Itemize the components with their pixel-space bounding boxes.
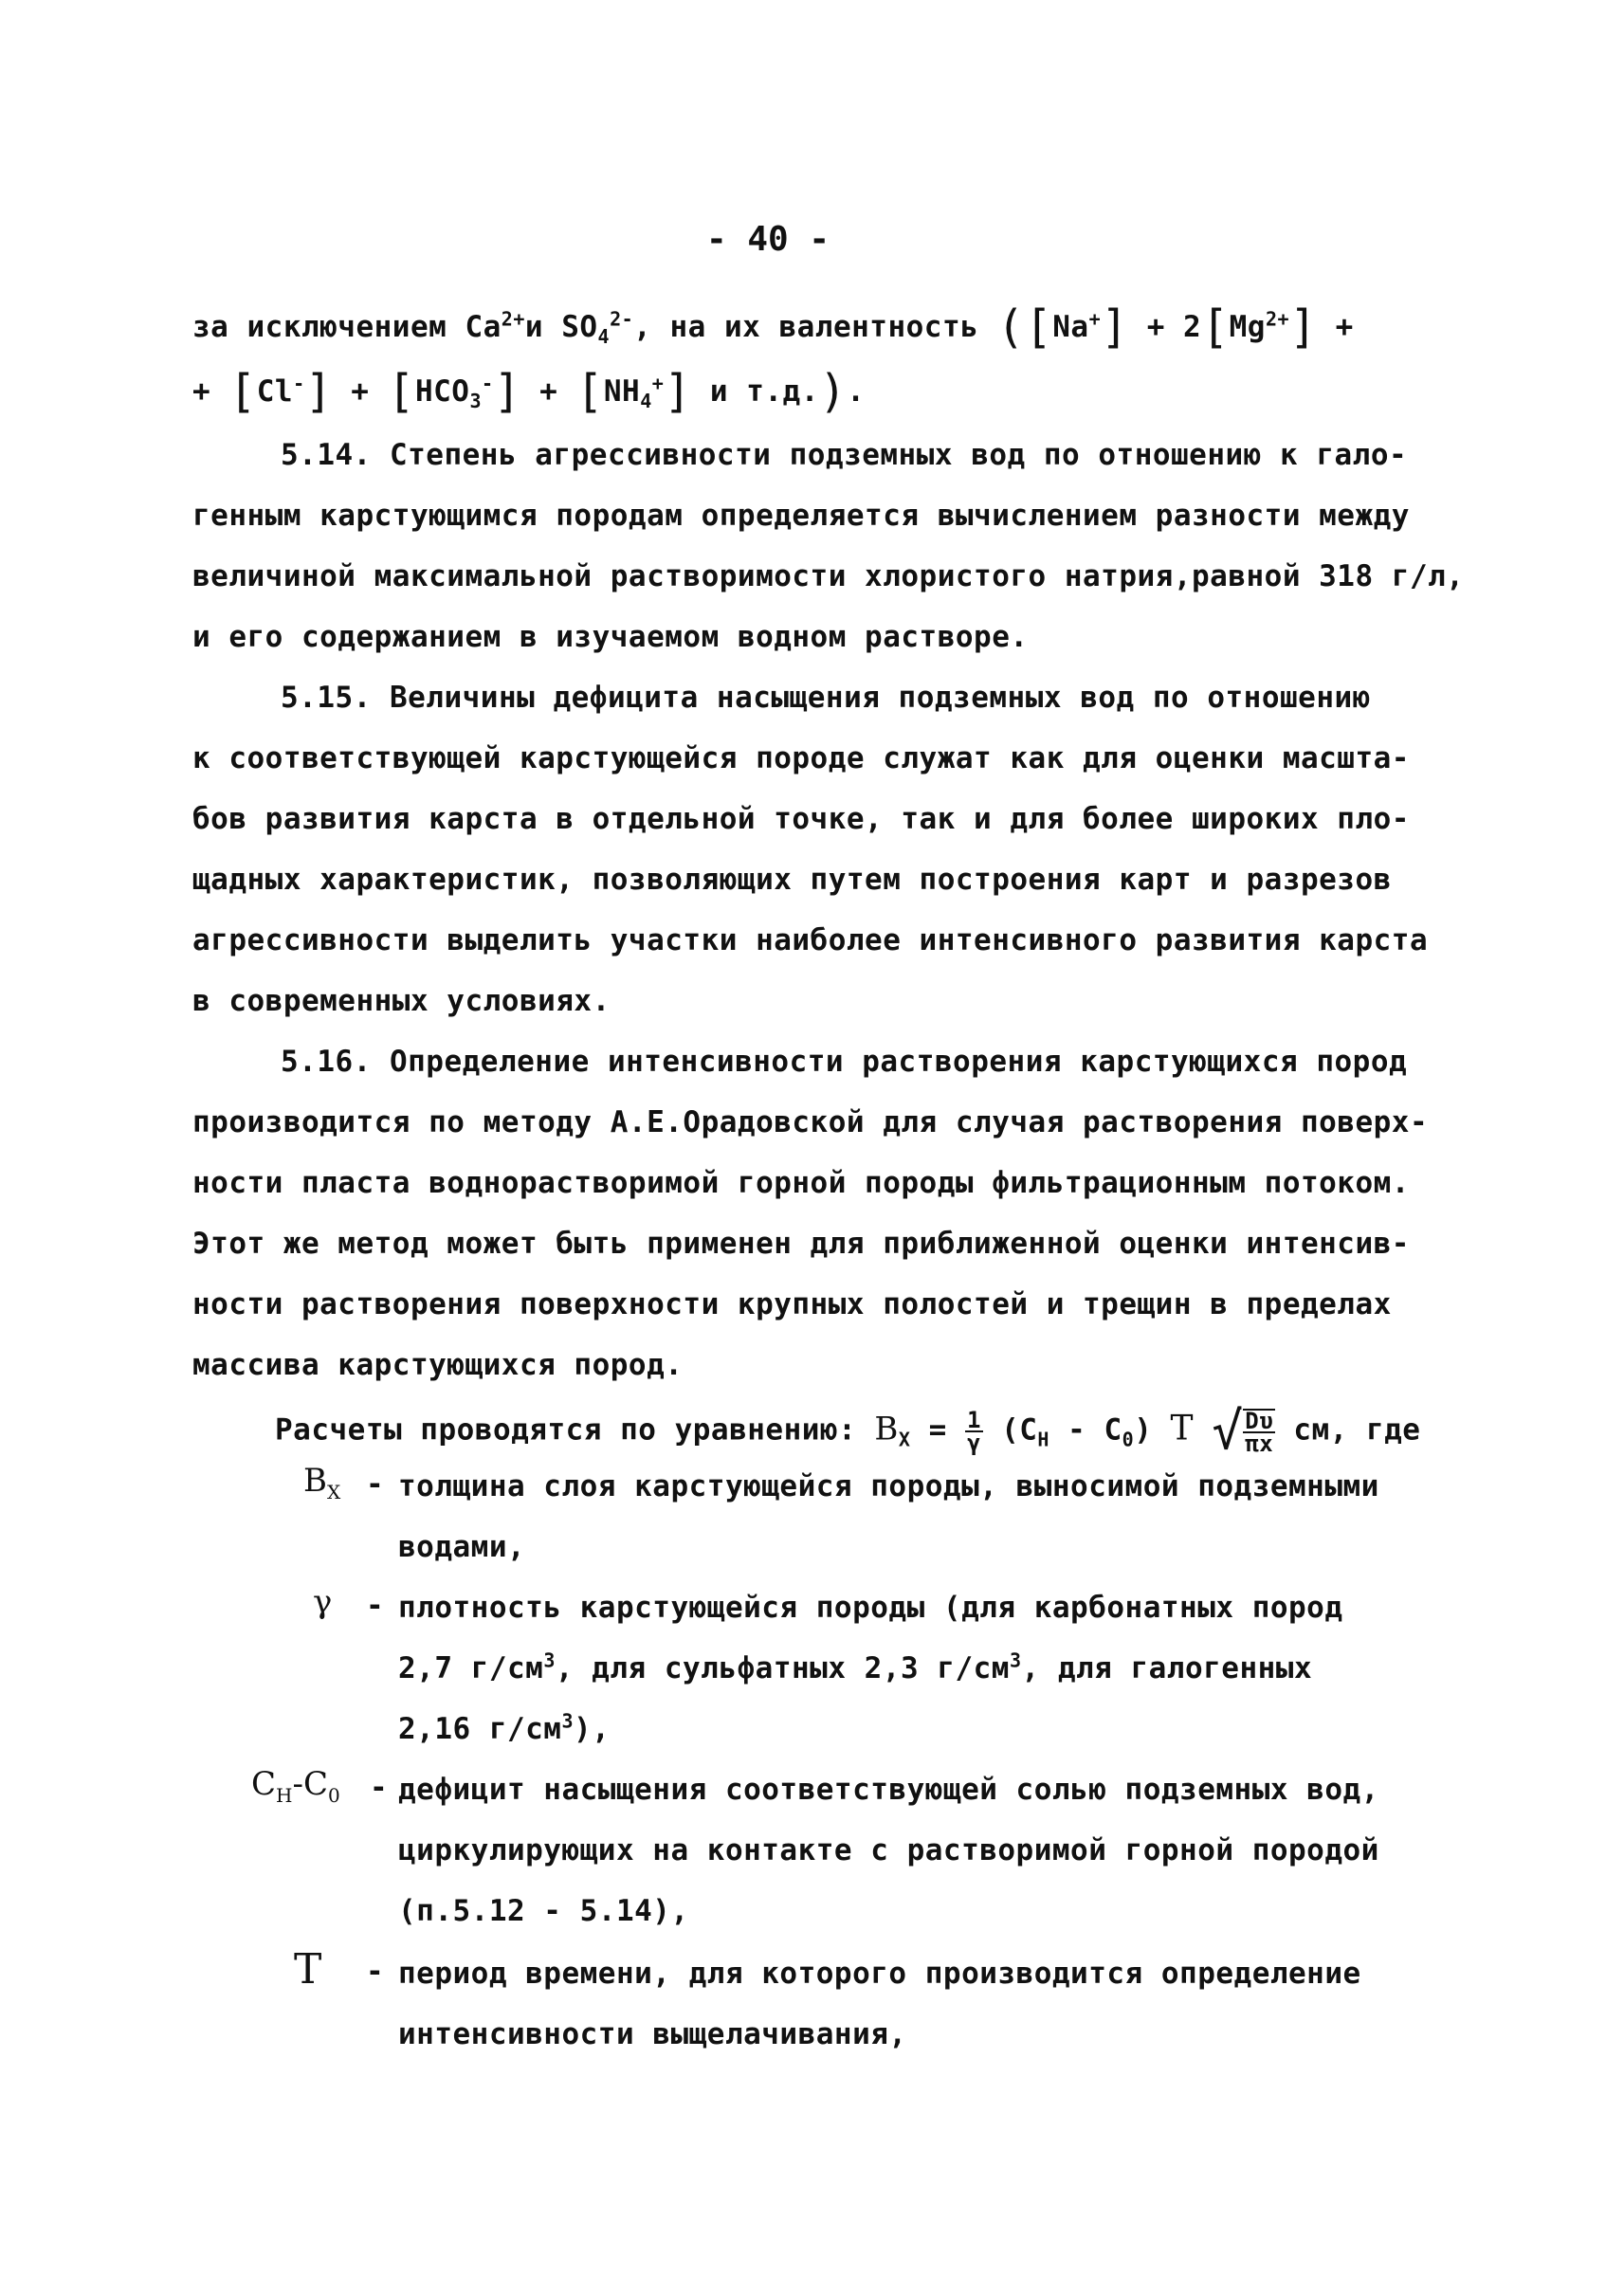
def-line: 2,7 $г/см^3$, для сульфатных 2,3 $г/см^3$, для галогенных bbox=[398, 1648, 1313, 1685]
square-root: √ $\frac{D\upsilon}{\pi x}$ bbox=[1212, 1401, 1274, 1461]
def-symbol-ch-c0: $C_H-C_0$ bbox=[251, 1765, 340, 1807]
def-dash: - bbox=[366, 1589, 384, 1623]
def-line: дефицит насыщения соответствующей солью подземных вод, bbox=[398, 1773, 1379, 1807]
p516-line: производится по методу А.Е.Орадовской для случая растворения поверх- bbox=[192, 1105, 1429, 1139]
p514-line: и его содержанием в изучаемом водном растворе. bbox=[192, 620, 1029, 654]
def-line: период времени, для которого производится определение bbox=[398, 1957, 1361, 1991]
p516-line: ности пласта воднорастворимой горной породы фильтрационным потоком. bbox=[192, 1166, 1410, 1200]
p516-line: ности растворения поверхности крупных полостей и трещин в пределах bbox=[192, 1287, 1392, 1321]
def-line: водами, bbox=[398, 1530, 526, 1564]
p515-line: к соответствующей карстующейся породе служат как для оценки масшта- bbox=[192, 741, 1410, 775]
p514-line: 5.14. Степень агрессивности подземных вод по отношению к гало- bbox=[281, 438, 1408, 472]
fraction: $\frac{1}{\gamma}$ bbox=[966, 1407, 981, 1456]
def-dash: - bbox=[366, 1467, 384, 1502]
def-line: толщина слоя карстующейся породы, выносимой подземными bbox=[398, 1469, 1379, 1503]
def-line: интенсивности выщелачивания, bbox=[398, 2017, 907, 2051]
p514-line: генным карстующимся породам определяется вычислением разности между bbox=[192, 499, 1410, 533]
p516-line: массива карстующихся пород. bbox=[192, 1348, 684, 1382]
def-dash: - bbox=[366, 1955, 384, 1989]
def-symbol-gamma: γ bbox=[313, 1583, 333, 1621]
def-dash: - bbox=[370, 1771, 388, 1805]
formula-line: Расчеты проводятся по уравнению: $B_X$ = $\frac{1}{\gamma}$ $(C_H - C_0)$ T √ $\frac{D\upsilon}{\pi x}$ см, где bbox=[275, 1401, 1421, 1461]
def-symbol-bx: $B_X$ bbox=[303, 1462, 341, 1503]
p516-line: 5.16. Определение интенсивности растворения карстующихся пород bbox=[281, 1045, 1408, 1079]
p515-line: в современных условиях. bbox=[192, 984, 611, 1018]
p515-line: бов развития карста в отдельной точке, так и для более широких пло- bbox=[192, 802, 1410, 836]
intro-line-2: + $[Cl^-] + [HCO_3^-] + [NH_4^+]$ и т.д.). bbox=[192, 365, 866, 418]
p515-line: щадных характеристик, позволяющих путем построения карт и разрезов bbox=[192, 863, 1392, 897]
def-line: плотность карстующейся породы (для карбонатных пород bbox=[398, 1591, 1343, 1625]
p515-line: агрессивности выделить участки наиболее интенсивного развития карста bbox=[192, 923, 1429, 957]
def-line: (п.5.12 - 5.14), bbox=[398, 1894, 689, 1928]
p516-line: Этот же метод может быть применен для приближенной оценки интенсив- bbox=[192, 1227, 1410, 1261]
page-number: - 40 - bbox=[706, 220, 830, 259]
p514-line: величиной максимальной растворимости хлористого натрия,равной 318 г/л, bbox=[192, 559, 1465, 593]
def-symbol-t: T bbox=[294, 1945, 322, 1994]
intro-line-1: за исключением $Ca^{2+}и$ $SO_4^{2-}$, на их валентность ($[Na^+] + 2[Mg^{2+}]$ + bbox=[192, 301, 1354, 354]
def-line: циркулирующих на контакте с растворимой горной породой bbox=[398, 1833, 1379, 1867]
p515-line: 5.15. Величины дефицита насыщения подземных вод по отношению bbox=[281, 681, 1371, 715]
def-line: 2,16 $г/см^3$), bbox=[398, 1709, 611, 1746]
